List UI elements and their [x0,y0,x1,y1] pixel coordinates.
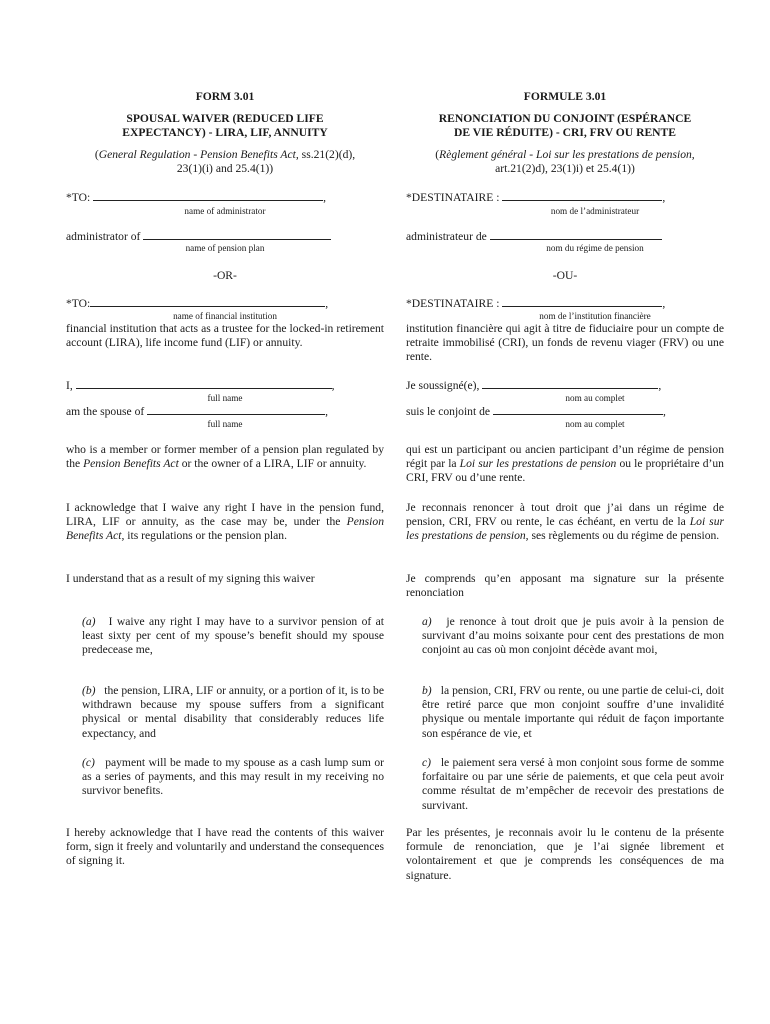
full-name-row: I, , [66,379,335,392]
item-b-fr: b) la pension, CRI, FRV ou rente, ou une partie de celui-ci, doit être retiré parce que mon conjoint souffre d’une invalidité physique ou mentale importante qui réduit de façon importante son espérance de vie, et [422,684,724,740]
form-title-line1-fr: RENONCIATION DU CONJOINT (ESPÉRANCE [438,112,692,125]
or-separator: -OR- [213,269,237,282]
member-statement-fr: qui est un participant ou ancien participant d’un régime de pension régit par la Loi sur les prestations de pension ou le propriétaire d’un CRI, FRV ou d’une rente. [406,443,724,485]
hereby-statement-fr: Par les présentes, je reconnais avoir lu le contenu de la présente formule de renonciation, que je l’ai signée librement et volontairement et que je comprends les conséquences de ma signature. [406,826,724,882]
administrator-caption-fr: nom de l’administrateur [550,206,640,216]
financial-institution-caption-fr: nom de l’institution financière [539,311,651,321]
financial-institution-name-field[interactable] [90,296,325,307]
full-name-caption-fr: nom au complet [565,393,625,403]
acknowledgement-statement: I acknowledge that I waive any right I have in the pension fund, LIRA, LIF or annuity, as the case may be, under the Pension Benefits Act, its regulations or the pension plan. [66,501,384,543]
acknowledgement-statement-fr: Je reconnais renoncer à tout droit que j’ai dans un régime de pension, CRI, FRV ou rente, le cas échéant, en vertu de la Loi sur les prestations de pension, ses règlements ou du régime de pension. [406,501,724,543]
full-name-row-fr: Je soussigné(e), , [406,379,662,392]
full-name-field[interactable] [76,378,332,389]
financial-institution-text: financial institution that acts as a trustee for the locked-in retirement account (LIRA), life income fund (LIF) or annuity. [66,322,384,350]
form-number: FORM 3.01 [195,90,255,103]
understand-statement: I understand that as a result of my signing this waiver [66,572,315,585]
full-name-caption: full name [207,393,243,403]
to-administrator-row: *TO: , [66,191,327,204]
to-administrator-row-fr: *DESTINATAIRE : , [406,191,666,204]
item-c-fr: c) le paiement sera versé à mon conjoint sous forme de somme forfaitaire ou par une série de paiements, et que cela peut avoir comme résultat de m’empêcher de recevoir des prestations de survivant. [422,756,724,812]
financial-institution-name-field-fr[interactable] [502,296,662,307]
regulation-name: General Regulation - Pension Benefits Act, [98,148,299,161]
administrator-name-field-fr[interactable] [502,190,662,201]
regulation-reference-fr: (Règlement général - Loi sur les prestations de pension, [435,148,695,161]
administrator-name-field[interactable] [93,190,323,201]
to-financial-institution-row-fr: *DESTINATAIRE : , [406,297,666,310]
regulation-reference: (General Regulation - Pension Benefits Act, ss.21(2)(d), [94,148,356,161]
item-a: (a) I waive any right I may have to a survivor pension of at least sixty per cent of my spouse’s benefit should my spouse predecease me, [82,615,384,657]
item-a-fr: a) je renonce à tout droit que je puis avoir à la pension de survivant d’au moins soixante pour cent des prestations de mon conjoint au cas où mon conjoint décède avant moi, [422,615,724,657]
form-title-line2-fr: DE VIE RÉDUITE) - CRI, FRV OU RENTE [453,126,677,139]
spouse-of-row: am the spouse of , [66,405,329,418]
or-separator-fr: -OU- [552,269,578,282]
member-statement: who is a member or former member of a pension plan regulated by the Pension Benefits Act or the owner of a LIRA, LIF or annuity. [66,443,384,471]
spouse-full-name-caption: full name [207,419,243,429]
understand-statement-fr: Je comprends qu’en apposant ma signature sur la présente renonciation [406,572,724,600]
form-title-line1: SPOUSAL WAIVER (REDUCED LIFE [126,112,324,125]
financial-institution-text-fr: institution financière qui agit à titre de fiduciaire pour un compte de retraite immobilisé (CRI), un fonds de revenu viager (FRV) ou une rente. [406,322,724,364]
financial-institution-caption: name of financial institution [173,311,277,321]
pension-plan-name-field[interactable] [143,229,331,240]
regulation-reference-line2-fr: art.21(2)d), 23(1)i) et 25.4(1)) [495,162,635,175]
pension-plan-caption: name of pension plan [185,243,265,253]
administrator-caption: name of administrator [184,206,266,216]
hereby-statement: I hereby acknowledge that I have read the contents of this waiver form, sign it freely and voluntarily and understand the consequences of signing it. [66,826,384,868]
administrator-of-row: administrator of [66,229,384,244]
pension-plan-caption-fr: nom du régime de pension [546,243,644,253]
regulation-reference-line2: 23(1)(i) and 25.4(1)) [176,162,274,175]
to-financial-institution-row: *TO: , [66,297,329,310]
spouse-full-name-field[interactable] [147,404,325,415]
item-b: (b) the pension, LIRA, LIF or annuity, or a portion of it, is to be withdrawn because my spouse suffers from a significant physical or mental disability that considerably reduces life expectancy, and [82,684,384,740]
pension-plan-name-field-fr[interactable] [490,229,662,240]
spouse-full-name-field-fr[interactable] [493,404,663,415]
spouse-full-name-caption-fr: nom au complet [565,419,625,429]
spouse-of-row-fr: suis le conjoint de , [406,405,666,418]
item-c: (c) payment will be made to my spouse as a cash lump sum or as a series of payments, and this may result in my receiving no survivor benefits. [82,756,385,798]
form-number-fr: FORMULE 3.01 [523,90,607,103]
full-name-field-fr[interactable] [482,378,658,389]
form-title-line2: EXPECTANCY) - LIRA, LIF, ANNUITY [122,126,328,139]
administrator-of-row-fr: administrateur de [406,229,724,244]
